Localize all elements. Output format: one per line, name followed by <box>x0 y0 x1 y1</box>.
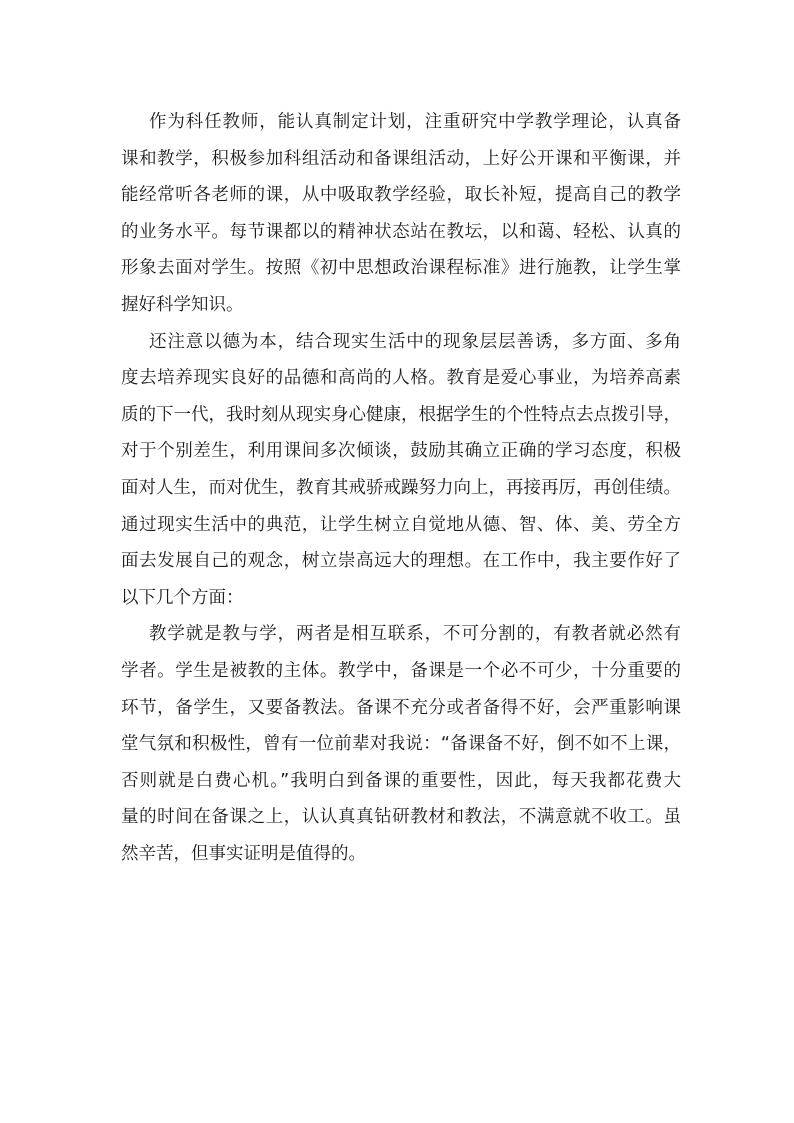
paragraph-2 <box>121 324 681 617</box>
paragraph-line: 对于个别差生，利用课间多次倾谈，鼓励其确立正确的学习态度，积极 <box>121 441 681 462</box>
paragraph-3 <box>121 616 681 872</box>
paragraph-line: 环节，备学生，又要备教法。备课不充分或者备得不好，会严重影响课 <box>121 697 681 718</box>
paragraph-line: 堂气氛和积极性，曾有一位前辈对我说：“备课备不好，倒不如不上课， <box>121 734 681 755</box>
paragraph-line: 教学就是教与学，两者是相互联系，不可分割的，有教者就必然有 <box>149 624 681 645</box>
paragraph-line: 课和教学，积极参加科组活动和备课组活动，上好公开课和平衡课，并 <box>121 148 681 169</box>
paragraph-line: 面对人生，而对优生，教育其戒骄戒躁努力向上，再接再厉，再创佳绩。 <box>121 477 681 498</box>
paragraph-line: 面去发展自己的观念，树立崇高远大的理想。在工作中，我主要作好了 <box>121 551 681 572</box>
paragraph-line: 作为科任教师，能认真制定计划，注重研究中学教学理论，认真备 <box>149 112 681 132</box>
document-body <box>121 104 681 872</box>
paragraph-line: 还注意以德为本，结合现实生活中的现象层层善诱，多方面、多角 <box>149 331 681 352</box>
paragraph-line: 握好科学知识。 <box>121 294 244 315</box>
paragraph-line: 学者。学生是被教的主体。教学中，备课是一个必不可少，十分重要的 <box>121 660 681 681</box>
paragraph-line: 然辛苦，但事实证明是值得的。 <box>121 843 366 864</box>
paragraph-line: 量的时间在备课之上，认认真真钻研教材和教法，不满意就不收工。虽 <box>121 807 681 828</box>
paragraph-line: 度去培养现实良好的品德和高尚的人格。教育是爱心事业，为培养高素 <box>121 368 681 389</box>
paragraph-line: 通过现实生活中的典范，让学生树立自觉地从德、智、体、美、劳全方 <box>121 514 681 535</box>
paragraph-line: 能经常听各老师的课，从中吸取教学经验，取长补短，提高自己的教学 <box>121 185 681 206</box>
paragraph-line: 形象去面对学生。按照《初中思想政治课程标准》进行施教，让学生掌 <box>121 258 681 279</box>
paragraph-line: 的业务水平。每节课都以的精神状态站在教坛，以和蔼、轻松、认真的 <box>121 221 681 242</box>
paragraph-line: 否则就是白费心机。”我明白到备课的重要性，因此，每天我都花费大 <box>121 770 681 791</box>
paragraph-line: 以下几个方面： <box>121 587 244 608</box>
paragraph-line: 质的下一代，我时刻从现实身心健康，根据学生的个性特点去点拨引导， <box>121 404 681 425</box>
paragraph-1 <box>121 104 681 324</box>
